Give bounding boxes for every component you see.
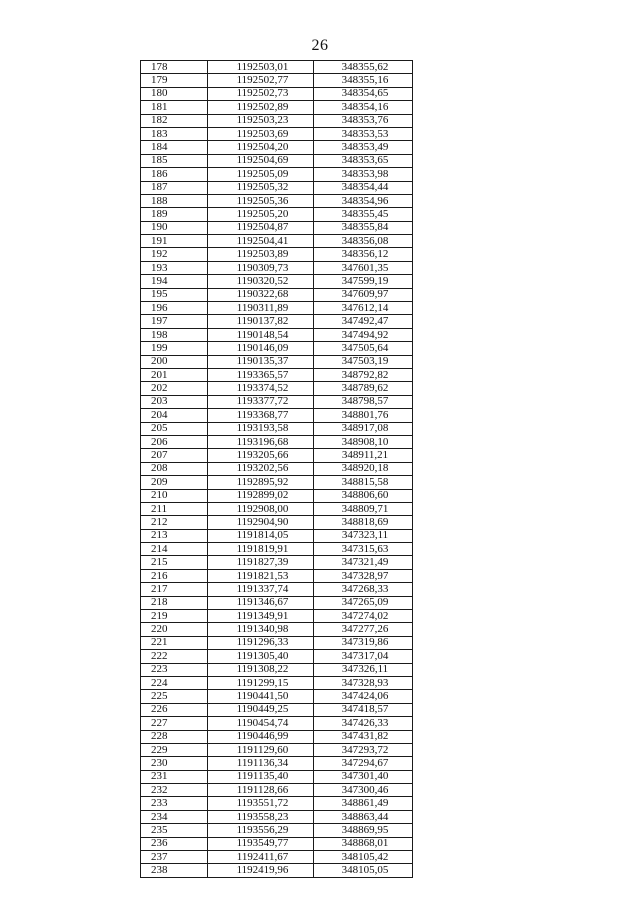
x-coordinate-cell: 1192899,02 xyxy=(208,489,314,502)
x-coordinate-cell: 1191821,53 xyxy=(208,569,314,582)
point-number-cell: 225 xyxy=(141,690,208,703)
table-row xyxy=(141,797,413,810)
x-coordinate-cell: 1191308,22 xyxy=(208,663,314,676)
y-coordinate-cell: 348789,62 xyxy=(314,382,413,395)
y-coordinate-cell: 348798,57 xyxy=(314,395,413,408)
y-coordinate-cell: 347505,64 xyxy=(314,342,413,355)
point-number-cell: 195 xyxy=(141,288,208,301)
table-row xyxy=(141,770,413,783)
x-coordinate-cell: 1192502,89 xyxy=(208,101,314,114)
x-coordinate-cell: 1192505,36 xyxy=(208,194,314,207)
y-coordinate-cell: 347317,04 xyxy=(314,650,413,663)
y-coordinate-cell: 348801,76 xyxy=(314,409,413,422)
x-coordinate-cell: 1191349,91 xyxy=(208,610,314,623)
point-number-cell: 223 xyxy=(141,663,208,676)
point-number-cell: 214 xyxy=(141,543,208,556)
y-coordinate-cell: 347492,47 xyxy=(314,315,413,328)
point-number-cell: 189 xyxy=(141,208,208,221)
x-coordinate-cell: 1192502,73 xyxy=(208,87,314,100)
point-number-cell: 198 xyxy=(141,328,208,341)
y-coordinate-cell: 348920,18 xyxy=(314,462,413,475)
x-coordinate-cell: 1192503,01 xyxy=(208,61,314,74)
table-row xyxy=(141,288,413,301)
table-row xyxy=(141,355,413,368)
x-coordinate-cell: 1190454,74 xyxy=(208,717,314,730)
table-row xyxy=(141,623,413,636)
y-coordinate-cell: 348354,44 xyxy=(314,181,413,194)
table-row xyxy=(141,368,413,381)
table-row xyxy=(141,703,413,716)
x-coordinate-cell: 1190311,89 xyxy=(208,302,314,315)
point-number-cell: 184 xyxy=(141,141,208,154)
point-number-cell: 210 xyxy=(141,489,208,502)
point-number-cell: 236 xyxy=(141,837,208,850)
x-coordinate-cell: 1190441,50 xyxy=(208,690,314,703)
y-coordinate-cell: 348861,49 xyxy=(314,797,413,810)
table-row xyxy=(141,248,413,261)
y-coordinate-cell: 347326,11 xyxy=(314,663,413,676)
x-coordinate-cell: 1193549,77 xyxy=(208,837,314,850)
x-coordinate-cell: 1191305,40 xyxy=(208,650,314,663)
table-row xyxy=(141,864,413,877)
point-number-cell: 207 xyxy=(141,449,208,462)
x-coordinate-cell: 1191136,34 xyxy=(208,757,314,770)
y-coordinate-cell: 348355,62 xyxy=(314,61,413,74)
point-number-cell: 213 xyxy=(141,529,208,542)
point-number-cell: 212 xyxy=(141,516,208,529)
y-coordinate-cell: 348863,44 xyxy=(314,810,413,823)
table-row xyxy=(141,409,413,422)
table-row xyxy=(141,235,413,248)
point-number-cell: 193 xyxy=(141,261,208,274)
point-number-cell: 221 xyxy=(141,636,208,649)
table-row xyxy=(141,154,413,167)
point-number-cell: 232 xyxy=(141,784,208,797)
x-coordinate-cell: 1192504,20 xyxy=(208,141,314,154)
x-coordinate-cell: 1192411,67 xyxy=(208,851,314,864)
table-row xyxy=(141,61,413,74)
x-coordinate-cell: 1191296,33 xyxy=(208,636,314,649)
x-coordinate-cell: 1193202,56 xyxy=(208,462,314,475)
point-number-cell: 197 xyxy=(141,315,208,328)
table-row xyxy=(141,569,413,582)
point-number-cell: 196 xyxy=(141,302,208,315)
table-row xyxy=(141,101,413,114)
y-coordinate-cell: 347277,26 xyxy=(314,623,413,636)
y-coordinate-cell: 348917,08 xyxy=(314,422,413,435)
y-coordinate-cell: 347274,02 xyxy=(314,610,413,623)
table-row xyxy=(141,261,413,274)
table-row xyxy=(141,596,413,609)
table-row xyxy=(141,851,413,864)
x-coordinate-cell: 1193365,57 xyxy=(208,368,314,381)
y-coordinate-cell: 348353,49 xyxy=(314,141,413,154)
y-coordinate-cell: 347601,35 xyxy=(314,261,413,274)
point-number-cell: 180 xyxy=(141,87,208,100)
y-coordinate-cell: 348353,98 xyxy=(314,168,413,181)
y-coordinate-cell: 347612,14 xyxy=(314,302,413,315)
y-coordinate-cell: 348815,58 xyxy=(314,476,413,489)
y-coordinate-cell: 347328,93 xyxy=(314,676,413,689)
y-coordinate-cell: 348105,05 xyxy=(314,864,413,877)
y-coordinate-cell: 347328,97 xyxy=(314,569,413,582)
point-number-cell: 200 xyxy=(141,355,208,368)
table-row xyxy=(141,87,413,100)
x-coordinate-cell: 1193196,68 xyxy=(208,435,314,448)
point-number-cell: 235 xyxy=(141,824,208,837)
point-number-cell: 222 xyxy=(141,650,208,663)
x-coordinate-cell: 1191827,39 xyxy=(208,556,314,569)
table-row xyxy=(141,208,413,221)
point-number-cell: 211 xyxy=(141,502,208,515)
point-number-cell: 206 xyxy=(141,435,208,448)
point-number-cell: 187 xyxy=(141,181,208,194)
x-coordinate-cell: 1192505,09 xyxy=(208,168,314,181)
table-row xyxy=(141,221,413,234)
x-coordinate-cell: 1190322,68 xyxy=(208,288,314,301)
y-coordinate-cell: 347265,09 xyxy=(314,596,413,609)
y-coordinate-cell: 348792,82 xyxy=(314,368,413,381)
point-number-cell: 190 xyxy=(141,221,208,234)
y-coordinate-cell: 347268,33 xyxy=(314,583,413,596)
table-row xyxy=(141,476,413,489)
point-number-cell: 233 xyxy=(141,797,208,810)
table-row xyxy=(141,435,413,448)
x-coordinate-cell: 1190446,99 xyxy=(208,730,314,743)
point-number-cell: 186 xyxy=(141,168,208,181)
x-coordinate-cell: 1190137,82 xyxy=(208,315,314,328)
point-number-cell: 228 xyxy=(141,730,208,743)
point-number-cell: 234 xyxy=(141,810,208,823)
y-coordinate-cell: 348353,65 xyxy=(314,154,413,167)
x-coordinate-cell: 1193374,52 xyxy=(208,382,314,395)
x-coordinate-cell: 1193551,72 xyxy=(208,797,314,810)
y-coordinate-cell: 348353,53 xyxy=(314,127,413,140)
x-coordinate-cell: 1192504,41 xyxy=(208,235,314,248)
point-number-cell: 204 xyxy=(141,409,208,422)
table-row xyxy=(141,502,413,515)
x-coordinate-cell: 1192419,96 xyxy=(208,864,314,877)
point-number-cell: 178 xyxy=(141,61,208,74)
coordinates-table xyxy=(140,60,413,878)
point-number-cell: 194 xyxy=(141,275,208,288)
x-coordinate-cell: 1192505,20 xyxy=(208,208,314,221)
x-coordinate-cell: 1191814,05 xyxy=(208,529,314,542)
y-coordinate-cell: 347300,46 xyxy=(314,784,413,797)
y-coordinate-cell: 347301,40 xyxy=(314,770,413,783)
y-coordinate-cell: 348908,10 xyxy=(314,435,413,448)
point-number-cell: 217 xyxy=(141,583,208,596)
y-coordinate-cell: 348911,21 xyxy=(314,449,413,462)
table-row xyxy=(141,328,413,341)
x-coordinate-cell: 1190320,52 xyxy=(208,275,314,288)
point-number-cell: 199 xyxy=(141,342,208,355)
y-coordinate-cell: 347319,86 xyxy=(314,636,413,649)
point-number-cell: 182 xyxy=(141,114,208,127)
table-row xyxy=(141,74,413,87)
table-row xyxy=(141,717,413,730)
table-row xyxy=(141,543,413,556)
x-coordinate-cell: 1191819,91 xyxy=(208,543,314,556)
table-row xyxy=(141,837,413,850)
table-row xyxy=(141,127,413,140)
y-coordinate-cell: 347321,49 xyxy=(314,556,413,569)
y-coordinate-cell: 348355,84 xyxy=(314,221,413,234)
x-coordinate-cell: 1190148,54 xyxy=(208,328,314,341)
point-number-cell: 216 xyxy=(141,569,208,582)
y-coordinate-cell: 347609,97 xyxy=(314,288,413,301)
table-row xyxy=(141,663,413,676)
point-number-cell: 237 xyxy=(141,851,208,864)
point-number-cell: 188 xyxy=(141,194,208,207)
y-coordinate-cell: 348353,76 xyxy=(314,114,413,127)
point-number-cell: 238 xyxy=(141,864,208,877)
y-coordinate-cell: 347494,92 xyxy=(314,328,413,341)
x-coordinate-cell: 1192895,92 xyxy=(208,476,314,489)
point-number-cell: 181 xyxy=(141,101,208,114)
table-row xyxy=(141,462,413,475)
y-coordinate-cell: 347315,63 xyxy=(314,543,413,556)
y-coordinate-cell: 347599,19 xyxy=(314,275,413,288)
y-coordinate-cell: 348354,96 xyxy=(314,194,413,207)
x-coordinate-cell: 1193193,58 xyxy=(208,422,314,435)
table-row xyxy=(141,342,413,355)
point-number-cell: 209 xyxy=(141,476,208,489)
table-row xyxy=(141,529,413,542)
y-coordinate-cell: 348806,60 xyxy=(314,489,413,502)
y-coordinate-cell: 348868,01 xyxy=(314,837,413,850)
x-coordinate-cell: 1191299,15 xyxy=(208,676,314,689)
table-row xyxy=(141,583,413,596)
y-coordinate-cell: 348105,42 xyxy=(314,851,413,864)
table-row xyxy=(141,302,413,315)
x-coordinate-cell: 1191346,67 xyxy=(208,596,314,609)
table-row xyxy=(141,114,413,127)
x-coordinate-cell: 1193556,29 xyxy=(208,824,314,837)
x-coordinate-cell: 1192505,32 xyxy=(208,181,314,194)
x-coordinate-cell: 1192904,90 xyxy=(208,516,314,529)
table-row xyxy=(141,489,413,502)
page-number: 26 xyxy=(311,37,329,54)
y-coordinate-cell: 347294,67 xyxy=(314,757,413,770)
x-coordinate-cell: 1192503,23 xyxy=(208,114,314,127)
table-row xyxy=(141,757,413,770)
table-row xyxy=(141,824,413,837)
point-number-cell: 203 xyxy=(141,395,208,408)
y-coordinate-cell: 347503,19 xyxy=(314,355,413,368)
y-coordinate-cell: 348354,65 xyxy=(314,87,413,100)
x-coordinate-cell: 1192908,00 xyxy=(208,502,314,515)
point-number-cell: 219 xyxy=(141,610,208,623)
point-number-cell: 215 xyxy=(141,556,208,569)
point-number-cell: 220 xyxy=(141,623,208,636)
point-number-cell: 201 xyxy=(141,368,208,381)
x-coordinate-cell: 1192504,87 xyxy=(208,221,314,234)
point-number-cell: 208 xyxy=(141,462,208,475)
y-coordinate-cell: 348355,45 xyxy=(314,208,413,221)
y-coordinate-cell: 347323,11 xyxy=(314,529,413,542)
point-number-cell: 224 xyxy=(141,676,208,689)
x-coordinate-cell: 1191128,66 xyxy=(208,784,314,797)
point-number-cell: 183 xyxy=(141,127,208,140)
x-coordinate-cell: 1190309,73 xyxy=(208,261,314,274)
y-coordinate-cell: 348869,95 xyxy=(314,824,413,837)
y-coordinate-cell: 348354,16 xyxy=(314,101,413,114)
y-coordinate-cell: 347426,33 xyxy=(314,717,413,730)
x-coordinate-cell: 1190135,37 xyxy=(208,355,314,368)
y-coordinate-cell: 347424,06 xyxy=(314,690,413,703)
point-number-cell: 230 xyxy=(141,757,208,770)
point-number-cell: 185 xyxy=(141,154,208,167)
y-coordinate-cell: 347418,57 xyxy=(314,703,413,716)
point-number-cell: 191 xyxy=(141,235,208,248)
x-coordinate-cell: 1192503,89 xyxy=(208,248,314,261)
table-row xyxy=(141,784,413,797)
x-coordinate-cell: 1191135,40 xyxy=(208,770,314,783)
table-row xyxy=(141,449,413,462)
point-number-cell: 192 xyxy=(141,248,208,261)
x-coordinate-cell: 1191340,98 xyxy=(208,623,314,636)
x-coordinate-cell: 1190449,25 xyxy=(208,703,314,716)
table-row xyxy=(141,181,413,194)
x-coordinate-cell: 1193558,23 xyxy=(208,810,314,823)
x-coordinate-cell: 1193377,72 xyxy=(208,395,314,408)
point-number-cell: 218 xyxy=(141,596,208,609)
x-coordinate-cell: 1190146,09 xyxy=(208,342,314,355)
point-number-cell: 202 xyxy=(141,382,208,395)
table-row xyxy=(141,690,413,703)
y-coordinate-cell: 348818,69 xyxy=(314,516,413,529)
point-number-cell: 205 xyxy=(141,422,208,435)
point-number-cell: 179 xyxy=(141,74,208,87)
x-coordinate-cell: 1193368,77 xyxy=(208,409,314,422)
table-row xyxy=(141,676,413,689)
table-row xyxy=(141,194,413,207)
point-number-cell: 227 xyxy=(141,717,208,730)
y-coordinate-cell: 348355,16 xyxy=(314,74,413,87)
table-row xyxy=(141,730,413,743)
table-row xyxy=(141,636,413,649)
table-row xyxy=(141,382,413,395)
table-row xyxy=(141,556,413,569)
x-coordinate-cell: 1193205,66 xyxy=(208,449,314,462)
table-row xyxy=(141,610,413,623)
table-row xyxy=(141,516,413,529)
point-number-cell: 226 xyxy=(141,703,208,716)
x-coordinate-cell: 1192502,77 xyxy=(208,74,314,87)
table-row xyxy=(141,315,413,328)
table-row xyxy=(141,650,413,663)
x-coordinate-cell: 1191337,74 xyxy=(208,583,314,596)
point-number-cell: 229 xyxy=(141,743,208,756)
coordinates-table-body xyxy=(141,61,413,878)
table-row xyxy=(141,141,413,154)
y-coordinate-cell: 348356,12 xyxy=(314,248,413,261)
y-coordinate-cell: 347293,72 xyxy=(314,743,413,756)
x-coordinate-cell: 1191129,60 xyxy=(208,743,314,756)
x-coordinate-cell: 1192503,69 xyxy=(208,127,314,140)
table-row xyxy=(141,395,413,408)
y-coordinate-cell: 348809,71 xyxy=(314,502,413,515)
point-number-cell: 231 xyxy=(141,770,208,783)
table-row xyxy=(141,743,413,756)
y-coordinate-cell: 348356,08 xyxy=(314,235,413,248)
table-row xyxy=(141,810,413,823)
table-row xyxy=(141,422,413,435)
table-row xyxy=(141,275,413,288)
table-row xyxy=(141,168,413,181)
x-coordinate-cell: 1192504,69 xyxy=(208,154,314,167)
y-coordinate-cell: 347431,82 xyxy=(314,730,413,743)
